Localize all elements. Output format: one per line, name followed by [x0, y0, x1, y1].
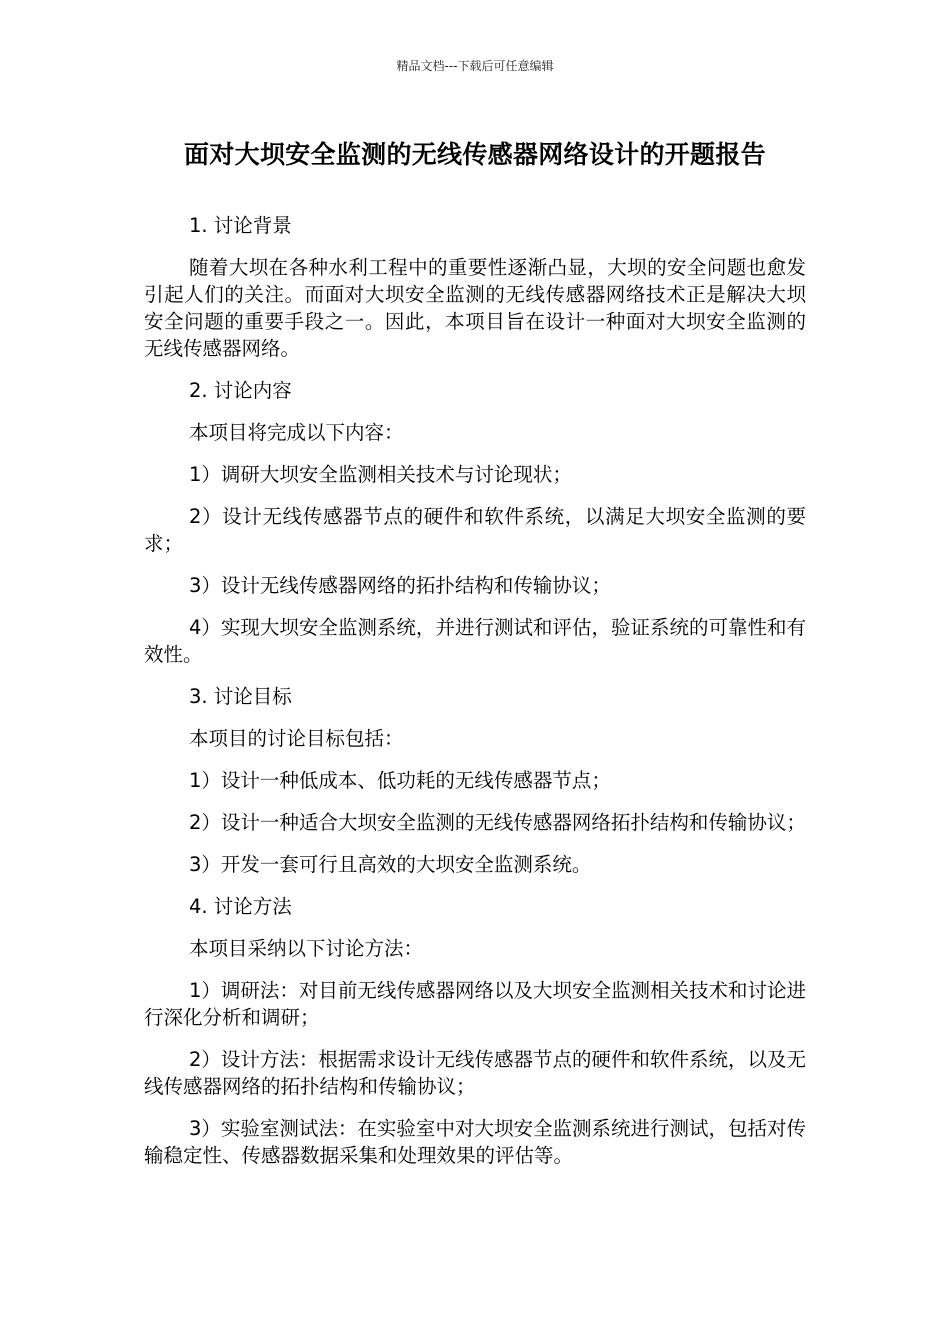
list-item-goals-1: 1）设计一种低成本、低功耗的无线传感器节点；: [189, 769, 611, 792]
list-item-methods-2: 2）设计方法：根据需求设计无线传感器节点的硬件和软件系统，以及无线传感器网络的拓扑结构和传输协议；: [144, 1048, 806, 1098]
paragraph-goals-intro: 本项目的讨论目标包括：: [189, 727, 404, 750]
list-item-methods-1: 1）调研法：对目前无线传感器网络以及大坝安全监测相关技术和讨论进行深化分析和调研；: [144, 979, 806, 1029]
list-item-content-2: 2）设计无线传感器节点的硬件和软件系统，以满足大坝安全监测的要求；: [144, 505, 806, 555]
list-item-goals-3: 3）开发一套可行且高效的大坝安全监测系统。: [189, 853, 592, 876]
list-item-content-4: 4）实现大坝安全监测系统，并进行测试和评估，验证系统的可靠性和有效性。: [144, 616, 806, 666]
list-item-goals-2: 2）设计一种适合大坝安全监测的无线传感器网络拓扑结构和传输协议；: [189, 811, 806, 834]
section-heading-content: 2. 讨论内容: [189, 379, 292, 402]
section-heading-goals: 3. 讨论目标: [189, 685, 292, 708]
list-item-methods-3: 3）实验室测试法：在实验室中对大坝安全监测系统进行测试，包括对传输稳定性、传感器数据采集和处理效果的评估等。: [144, 1117, 806, 1167]
document-title: 面对大坝安全监测的无线传感器网络设计的开题报告: [184, 140, 766, 169]
paragraph-background: 随着大坝在各种水利工程中的重要性逐渐凸显，大坝的安全问题也愈发引起人们的关注。而面对大坝安全监测的无线传感器网络技术正是解决大坝安全问题的重要手段之一。因此，本项目旨在设计一种面对大坝安全监测的无线传感器网络。: [144, 256, 806, 360]
paragraph-methods-intro: 本项目采纳以下讨论方法：: [189, 937, 424, 960]
list-item-content-3: 3）设计无线传感器网络的拓扑结构和传输协议；: [189, 574, 611, 597]
list-item-content-1: 1）调研大坝安全监测相关技术与讨论现状；: [189, 463, 572, 486]
section-heading-methods: 4. 讨论方法: [189, 895, 292, 918]
document-body: [144, 212, 806, 1184]
paragraph-content-intro: 本项目将完成以下内容：: [189, 421, 404, 444]
header-note: 精品文档---下载后可任意编辑: [396, 59, 554, 73]
section-heading-background: 1. 讨论背景: [189, 214, 292, 237]
